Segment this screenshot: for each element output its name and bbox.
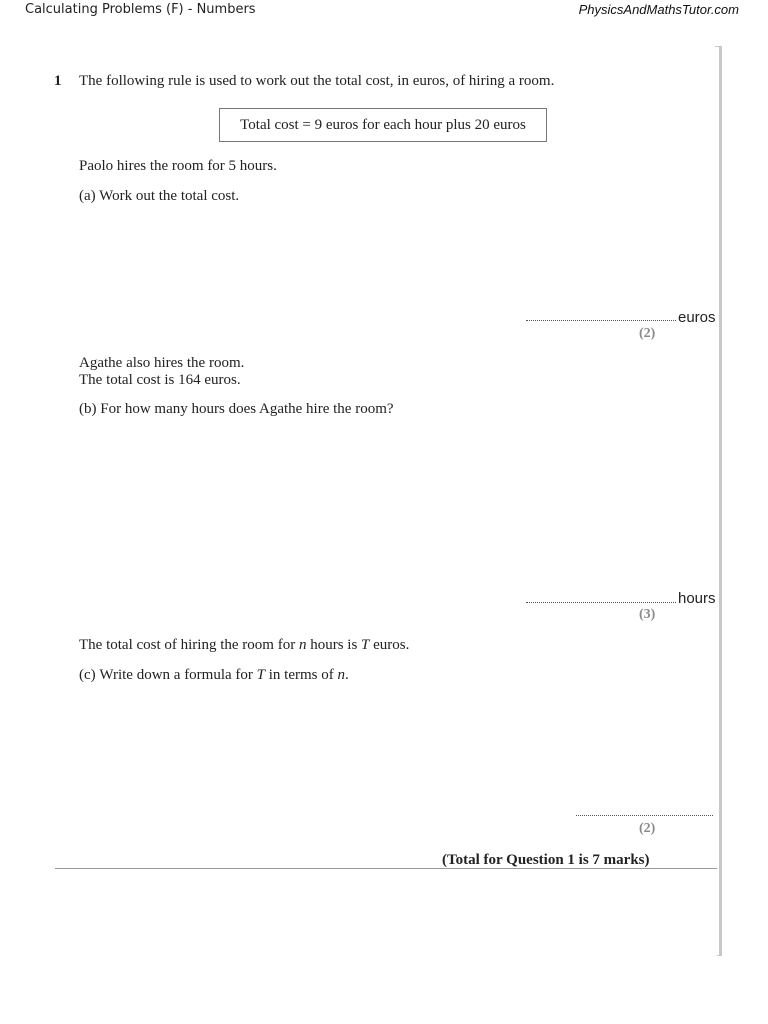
part-c-intro-pre: The total cost of hiring the room for bbox=[79, 637, 299, 653]
part-a-answer-line[interactable] bbox=[526, 320, 676, 321]
margin-bar-bottom-tick bbox=[717, 955, 722, 956]
question-number: 1 bbox=[54, 73, 62, 89]
part-c-intro-mid: hours is bbox=[306, 637, 362, 653]
part-b-marks: (3) bbox=[639, 607, 656, 622]
variable-n: n bbox=[337, 667, 346, 683]
variable-n: n bbox=[298, 637, 307, 653]
part-b-label: (b) bbox=[79, 401, 97, 417]
variable-T: T bbox=[361, 637, 370, 653]
total-marks: (Total for Question 1 is 7 marks) bbox=[442, 852, 650, 868]
part-c-marks: (2) bbox=[639, 821, 656, 836]
part-b-answer-line[interactable] bbox=[526, 602, 676, 603]
agathe-statement-2: The total cost is 164 euros. bbox=[79, 372, 241, 388]
part-a-marks: (2) bbox=[639, 326, 656, 341]
part-b-text: For how many hours does Agathe hire the room? bbox=[100, 401, 394, 417]
part-b-unit: hours bbox=[678, 590, 716, 607]
part-a-label: (a) bbox=[79, 188, 96, 204]
question-end-divider bbox=[55, 868, 717, 869]
part-c-answer-line[interactable] bbox=[576, 815, 713, 816]
part-c-intro-post: euros. bbox=[369, 637, 410, 653]
part-c-pre: Write down a formula for bbox=[99, 667, 257, 683]
part-c-mid: in terms of bbox=[265, 667, 338, 683]
page-header-title: Calculating Problems (F) - Numbers bbox=[25, 2, 256, 17]
rule-text: Total cost = 9 euros for each hour plus 20 euros bbox=[240, 117, 526, 133]
part-c-label: (c) bbox=[79, 667, 96, 683]
rule-box bbox=[219, 108, 547, 142]
part-b-prompt bbox=[79, 401, 394, 418]
part-a-prompt bbox=[79, 188, 239, 205]
agathe-statement-1: Agathe also hires the room. bbox=[79, 355, 245, 371]
paolo-statement: Paolo hires the room for 5 hours. bbox=[79, 158, 277, 174]
brand-link[interactable]: PhysicsAndMathsTutor.com bbox=[578, 2, 739, 17]
part-a-unit: euros bbox=[678, 309, 716, 326]
variable-T: T bbox=[256, 667, 266, 683]
part-c-intro bbox=[79, 637, 409, 654]
part-c-prompt bbox=[79, 667, 349, 684]
part-a-text: Work out the total cost. bbox=[99, 188, 240, 204]
margin-bar bbox=[719, 47, 722, 956]
question-intro: The following rule is used to work out the total cost, in euros, of hiring a room. bbox=[79, 73, 555, 89]
part-c-post: . bbox=[345, 667, 349, 683]
